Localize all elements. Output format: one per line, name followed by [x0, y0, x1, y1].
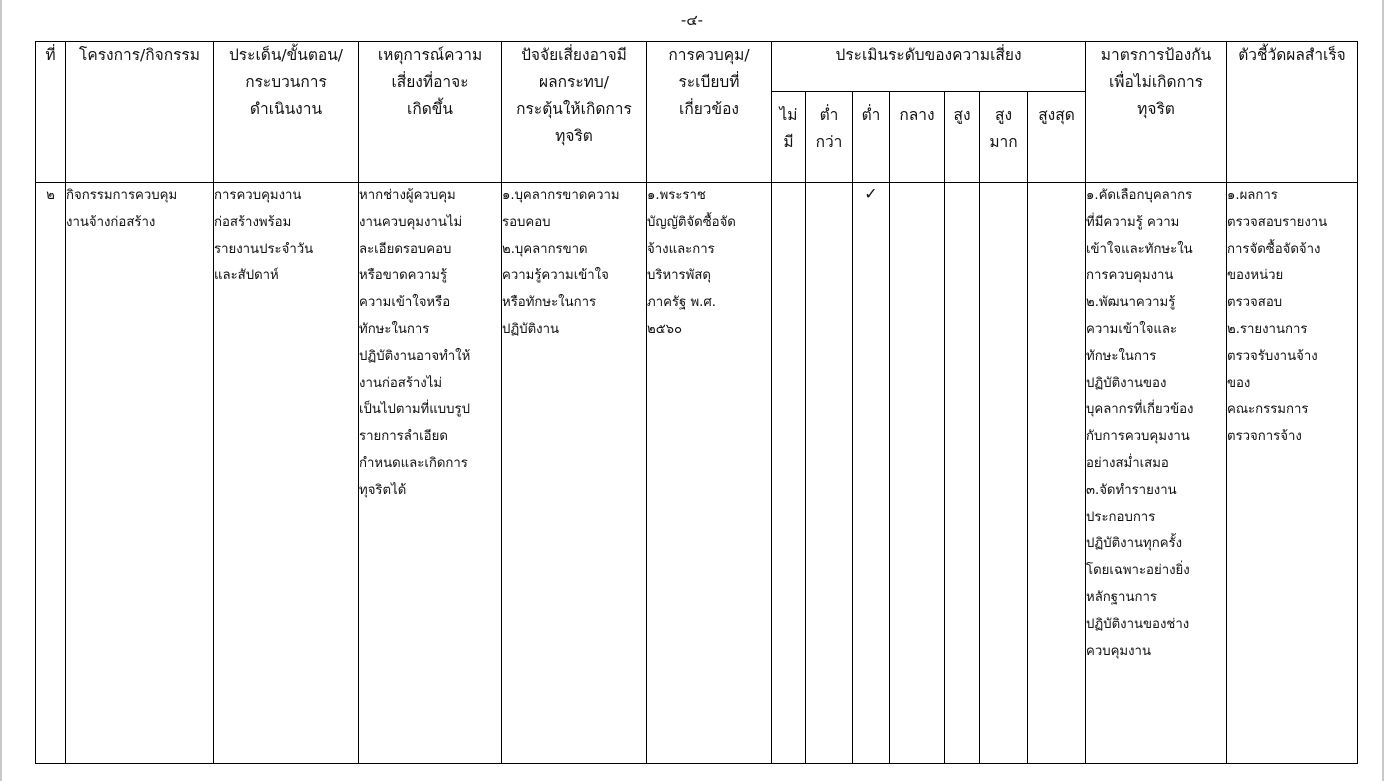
row-level-medium: [890, 183, 945, 764]
header-indicator: ตัวชี้วัดผลสำเร็จ: [1227, 42, 1358, 183]
row-level-very-high: [980, 183, 1028, 764]
row-prevention: ๑.คัดเลือกบุคลากร ที่มีความรู้ ความ เข้าใจและทักษะใน การควบคุมงาน ๒.พัฒนาความรู้ ความเข้าใจและ ทักษะในการ ปฏิบัติงานของ บุคลากรที่เกี่ยวข้อง กับการควบคุมงาน อย่างสม่ำเสมอ ๓.จัดทำรายงาน ประกอบการ ปฏิบัติงานทุกครั้ง โดยเฉพาะอย่างยิ่ง หลักฐานการ ปฏิบัติงานของช่าง ควบคุมงาน: [1086, 183, 1227, 764]
checkmark-icon: ✓: [864, 184, 878, 203]
table-row: [36, 183, 1358, 764]
header-no: ที่: [36, 42, 66, 183]
header-process: ประเด็น/ขั้นตอน/ กระบวนการ ดำเนินงาน: [214, 42, 359, 183]
header-project: โครงการ/กิจกรรม: [66, 42, 214, 183]
row-level-lower: [806, 183, 853, 764]
header-risk-event: เหตุการณ์ความ เสี่ยงที่อาจะ เกิดขึ้น: [359, 42, 502, 183]
header-risk-assessment: ประเมินระดับของความเสี่ยง: [772, 42, 1086, 92]
row-level-none: [772, 183, 806, 764]
header-prevention: มาตรการป้องกัน เพื่อไม่เกิดการ ทุจริต: [1086, 42, 1227, 183]
header-level-medium: กลาง: [890, 92, 945, 183]
row-control: ๑.พระราช บัญญัติจัดซื้อจัด จ้างและการ บริหารพัสดุ ภาครัฐ พ.ศ. ๒๕๖๐: [647, 183, 772, 764]
header-level-highest: สูงสุด: [1028, 92, 1086, 183]
header-level-lower: ต่ำ กว่า: [806, 92, 853, 183]
header-level-none: ไม่ มี: [772, 92, 806, 183]
page-number: -๔-: [680, 11, 704, 29]
page-left-edge: [0, 0, 2, 781]
row-process: การควบคุมงาน ก่อสร้างพร้อม รายงานประจำวัน และสัปดาห์: [214, 183, 359, 764]
row-level-highest: [1028, 183, 1086, 764]
header-level-very-high: สูง มาก: [980, 92, 1028, 183]
header-control: การควบคุม/ ระเบียบที่ เกี่ยวข้อง: [647, 42, 772, 183]
row-no: ๒: [36, 183, 66, 764]
row-project: กิจกรรมการควบคุม งานจ้างก่อสร้าง: [66, 183, 214, 764]
header-risk-factor: ปัจจัยเสี่ยงอาจมี ผลกระทบ/ กระตุ้นให้เกิดการ ทุจริต: [502, 42, 647, 183]
row-indicator: ๑.ผลการ ตรวจสอบรายงาน การจัดซื้อจัดจ้าง ของหน่วย ตรวจสอบ ๒.รายงานการ ตรวจรับงานจ้าง ของ คณะกรรมการ ตรวจการจ้าง: [1227, 183, 1358, 764]
row-risk-event: หากช่างผู้ควบคุม งานควบคุมงานไม่ ละเอียดรอบคอบ หรือขาดความรู้ ความเข้าใจหรือ ทักษะในการ ปฏิบัติงานอาจทำให้ งานก่อสร้างไม่ เป็นไปตามที่แบบรูป รายการลำเอียด กำหนดและเกิดการ ทุจริตได้: [359, 183, 502, 764]
row-level-high: [945, 183, 980, 764]
risk-assessment-table: [35, 41, 1358, 764]
header-level-high: สูง: [945, 92, 980, 183]
row-level-low: [853, 183, 890, 764]
header-level-low: ต่ำ: [853, 92, 890, 183]
row-risk-factor: ๑.บุคลากรขาดความ รอบคอบ ๒.บุคลากรขาด ความรู้ความเข้าใจ หรือทักษะในการ ปฏิบัติงาน: [502, 183, 647, 764]
